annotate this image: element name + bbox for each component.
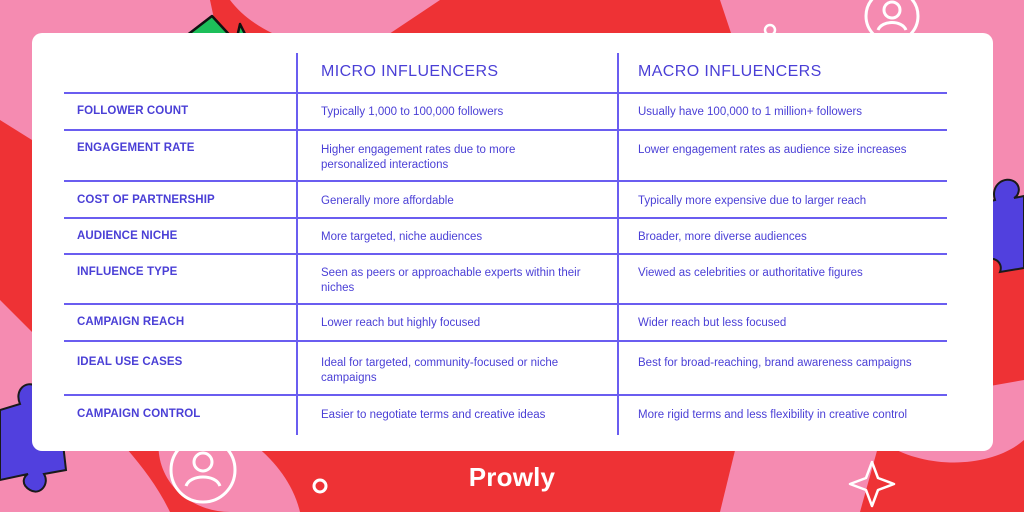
row-divider bbox=[64, 303, 947, 305]
row-label: ENGAGEMENT RATE bbox=[77, 142, 195, 154]
row-label: COST OF PARTNERSHIP bbox=[77, 194, 215, 206]
row-label: CAMPAIGN CONTROL bbox=[77, 408, 201, 420]
row-divider bbox=[64, 253, 947, 255]
macro-cell: More rigid terms and less flexibility in creative control bbox=[638, 409, 908, 421]
micro-cell: More targeted, niche audiences bbox=[321, 231, 483, 243]
macro-cell: Lower engagement rates as audience size increases bbox=[638, 144, 907, 156]
row-divider bbox=[64, 92, 947, 94]
micro-cell: Seen as peers or approachable experts within their niches bbox=[321, 267, 581, 294]
row-label: CAMPAIGN REACH bbox=[77, 316, 185, 328]
row-label: INFLUENCE TYPE bbox=[77, 266, 178, 278]
row-label: FOLLOWER COUNT bbox=[77, 105, 189, 117]
column-divider bbox=[617, 53, 619, 435]
macro-cell: Broader, more diverse audiences bbox=[638, 231, 807, 243]
micro-cell: Ideal for targeted, community-focused or niche campaigns bbox=[321, 357, 559, 384]
macro-cell: Typically more expensive due to larger reach bbox=[638, 195, 867, 207]
micro-cell: Higher engagement rates due to more personalized interactions bbox=[321, 144, 516, 171]
micro-cell: Easier to negotiate terms and creative ideas bbox=[321, 409, 546, 421]
macro-cell: Usually have 100,000 to 1 million+ followers bbox=[638, 106, 863, 118]
column-header-micro: MICRO INFLUENCERS bbox=[321, 63, 499, 80]
row-divider bbox=[64, 217, 947, 219]
row-divider bbox=[64, 394, 947, 396]
column-header-macro: MACRO INFLUENCERS bbox=[638, 63, 822, 80]
row-label: AUDIENCE NICHE bbox=[77, 230, 178, 242]
macro-cell: Viewed as celebrities or authoritative figures bbox=[638, 267, 863, 279]
row-divider bbox=[64, 180, 947, 182]
micro-cell: Lower reach but highly focused bbox=[321, 317, 481, 329]
column-divider bbox=[296, 53, 298, 435]
row-divider bbox=[64, 129, 947, 131]
micro-cell: Generally more affordable bbox=[321, 195, 454, 207]
row-divider bbox=[64, 340, 947, 342]
macro-cell: Best for broad-reaching, brand awareness campaigns bbox=[638, 357, 912, 369]
row-label: IDEAL USE CASES bbox=[77, 356, 183, 368]
brand-logo[interactable]: Prowly bbox=[468, 462, 556, 492]
micro-cell: Typically 1,000 to 100,000 followers bbox=[321, 106, 504, 118]
comparison-card bbox=[32, 33, 993, 451]
macro-cell: Wider reach but less focused bbox=[638, 317, 787, 329]
